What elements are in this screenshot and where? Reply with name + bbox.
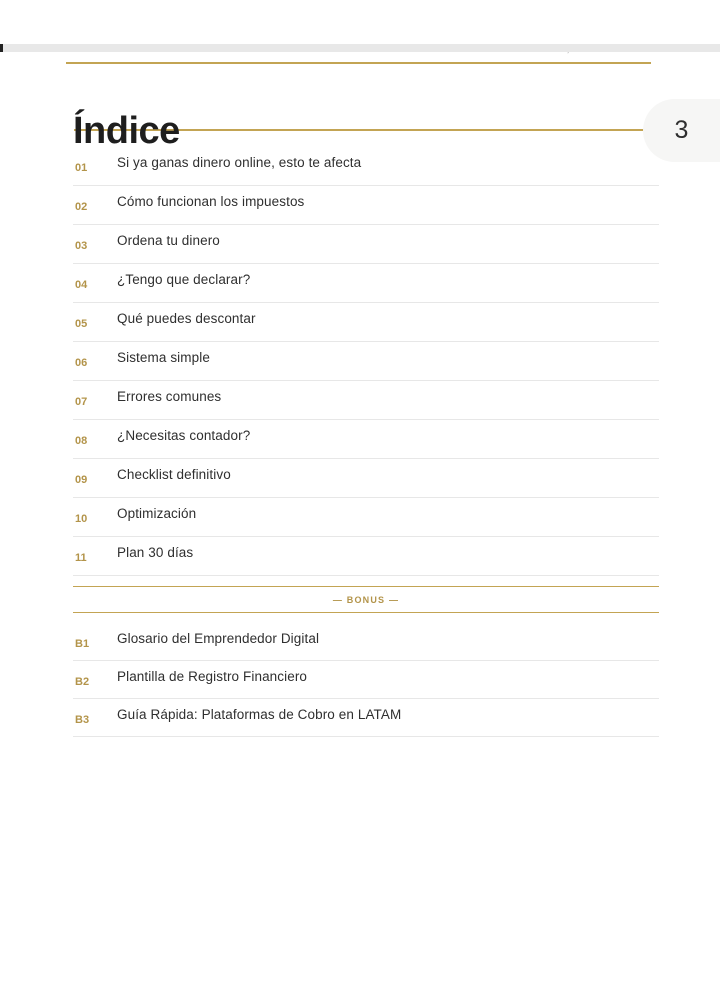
bonus-item-label: Plantilla de Registro Financiero <box>117 669 308 684</box>
bonus-row <box>73 661 659 699</box>
toc-item-number: 05 <box>75 318 88 330</box>
toc-row <box>73 342 659 381</box>
toc-item-number: 10 <box>75 513 88 525</box>
header-rule <box>66 62 651 64</box>
toc-item-number: 08 <box>75 435 88 447</box>
toc-row <box>73 381 659 420</box>
bonus-row <box>73 623 659 661</box>
toc-item-label: Checklist definitivo <box>117 467 231 482</box>
toc-list <box>73 147 659 576</box>
bonus-item-label: Guía Rápida: Plataformas de Cobro en LATAM <box>117 707 402 722</box>
toc-row <box>73 498 659 537</box>
top-strip-mark <box>0 44 3 52</box>
toc-item-number: 09 <box>75 474 88 486</box>
toc-row <box>73 459 659 498</box>
toc-item-number: 04 <box>75 279 88 291</box>
bonus-item-number: B3 <box>75 714 90 726</box>
page-number-tab <box>643 99 720 162</box>
toc-item-label: Errores comunes <box>117 389 222 404</box>
title-section <box>73 110 659 152</box>
toc-item-label: Sistema simple <box>117 350 210 365</box>
bonus-item-number: B1 <box>75 638 90 650</box>
toc-row <box>73 537 659 576</box>
toc-item-number: 11 <box>75 552 87 564</box>
toc-item-number: 01 <box>75 162 88 174</box>
bonus-list <box>73 623 659 737</box>
toc-item-label: Si ya ganas dinero online, esto te afecta <box>117 155 362 170</box>
page-number: 3 <box>674 116 689 144</box>
toc-item-label: Optimización <box>117 506 197 521</box>
toc-item-label: Qué puedes descontar <box>117 311 256 326</box>
bonus-divider-label: — BONUS — <box>332 595 400 605</box>
toc-item-label: Cómo funcionan los impuestos <box>117 194 305 209</box>
toc-item-label: ¿Necesitas contador? <box>117 428 251 443</box>
toc-row <box>73 225 659 264</box>
bonus-divider <box>73 586 659 613</box>
bonus-item-label: Glosario del Emprendedor Digital <box>117 631 320 646</box>
toc-item-number: 07 <box>75 396 88 408</box>
top-strip <box>0 44 720 52</box>
toc-item-label: ¿Tengo que declarar? <box>117 272 251 287</box>
toc-row <box>73 147 659 186</box>
toc-row <box>73 264 659 303</box>
toc-item-label: Ordena tu dinero <box>117 233 220 248</box>
toc-row <box>73 303 659 342</box>
toc-row <box>73 186 659 225</box>
toc-item-number: 06 <box>75 357 88 369</box>
toc-item-label: Plan 30 días <box>117 545 194 560</box>
toc-item-number: 02 <box>75 201 88 213</box>
toc-item-number: 03 <box>75 240 88 252</box>
bonus-row <box>73 699 659 737</box>
bonus-item-number: B2 <box>75 676 90 688</box>
page-title: Índice <box>73 110 180 152</box>
toc-row <box>73 420 659 459</box>
